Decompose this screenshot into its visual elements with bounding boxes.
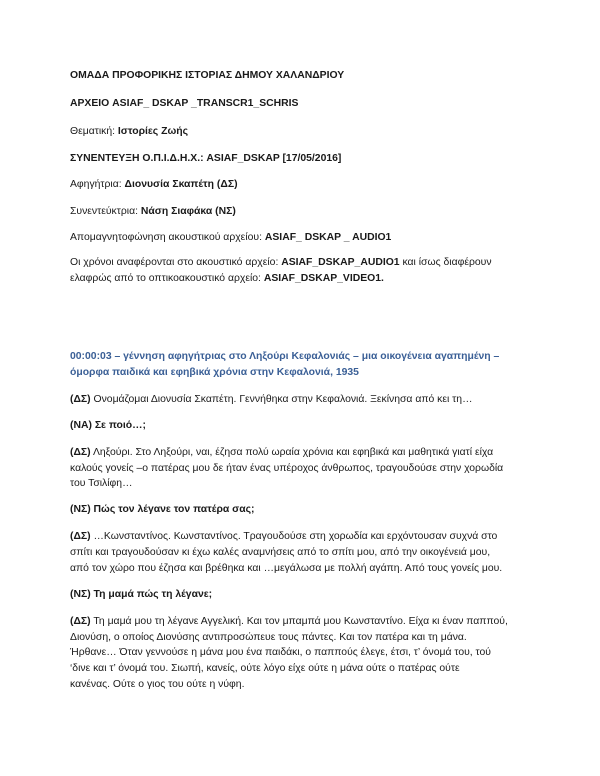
speaker-tag: (ΔΣ) xyxy=(70,394,91,405)
paragraph-text: σπίτι και τραγουδούσαν κι έχω καλές αναμνήσεις από το σπίτι μου, από την οικογένειά μου, xyxy=(70,547,491,558)
paragraph-text: καλούς γονείς –ο πατέρας μου δε ήταν ένας υπέροχος άνθρωπος, τραγουδούσε στην χορωδία xyxy=(70,463,504,474)
times-text-1: Οι χρόνοι αναφέρονται στο ακουστικό αρχείο: xyxy=(70,257,282,268)
narrator-label: Αφηγήτρια: xyxy=(70,179,125,190)
audio-line xyxy=(70,231,391,245)
narrator-line xyxy=(70,178,238,192)
narrator-value: Διονυσία Σκαπέτη (ΔΣ) xyxy=(124,179,238,190)
times-line-2 xyxy=(70,272,384,286)
theme-label: Θεματική: xyxy=(70,126,118,137)
group-title: ΟΜΑΔΑ ΠΡΟΦΟΡΙΚΗΣ ΙΣΤΟΡΙΑΣ ΔΗΜΟΥ ΧΑΛΑΝΔΡΙΟΥ xyxy=(70,70,345,81)
speaker-tag: (ΔΣ) xyxy=(70,447,91,458)
paragraph-text: …Κωνσταντίνος. Κωνσταντίνος. Τραγουδούσε στη χορωδία και ερχόντουσαν συχνά στο xyxy=(90,531,498,542)
paragraph-text: Ληξούρι. Στο Ληξούρι, ναι, έζησα πολύ ωραία χρόνια και εφηβικά και μαθητικά γιατί είχα xyxy=(90,447,494,458)
speaker-tag: (ΔΣ) xyxy=(70,531,91,542)
times-video-file: ASIAF_DSKAP_VIDEO1. xyxy=(263,273,384,284)
paragraph-text: Ονομάζομαι Διονυσία Σκαπέτη. Γεννήθηκα στην Κεφαλονιά. Ξεκίνησα από κει τη… xyxy=(90,394,473,405)
paragraph-text: από τον χώρο που έζησα και βρέθηκα και …μεγάλωσα με πολλή αγάπη. Από τους γονείς μου. xyxy=(70,563,503,574)
paragraph-text: του Τσιλίφη… xyxy=(70,478,133,489)
question-3: (ΝΣ) Τη μαμά πώς τη λέγανε; xyxy=(70,589,213,600)
times-text-3: ελαφρώς από το οπτικοακουστικό αρχείο: xyxy=(70,273,264,284)
paragraph-text: Διονύση, ο οποίος Διονύσης αντιπροσώπευε τους πάντες. Και τον πατέρα και τη μάνα. xyxy=(70,632,467,643)
question-1: (ΝΑ) Σε ποιό…; xyxy=(70,420,146,431)
archive-code: ΑΡΧΕΙΟ ASIAF_ DSKAP _TRANSCR1_SCHRIS xyxy=(70,98,299,109)
times-text-2: και ίσως διαφέρουν xyxy=(399,257,492,268)
times-line-1 xyxy=(70,256,492,270)
audio-label: Απομαγνητοφώνηση ακουστικού αρχείου: xyxy=(70,232,265,243)
transcript-paragraph-2 xyxy=(70,446,493,460)
interview-line: ΣΥΝΕΝΤΕΥΞΗ Ο.Π.Ι.Δ.Η.Χ.: ASIAF_DSKAP [17/05/2016] xyxy=(70,153,342,164)
transcript-paragraph-1 xyxy=(70,393,472,407)
transcript-paragraph-3 xyxy=(70,530,497,544)
audio-value: ASIAF_ DSKAP _ AUDIO1 xyxy=(264,232,392,243)
speaker-tag: (ΔΣ) xyxy=(70,616,91,627)
section-heading-line-1: 00:00:03 – γέννηση αφηγήτριας στο Ληξούρι Κεφαλονιάς – μια οικογένεια αγαπημένη – xyxy=(70,351,500,362)
theme-line xyxy=(70,125,188,139)
theme-value: Ιστορίες Ζωής xyxy=(117,126,188,137)
transcript-paragraph-4 xyxy=(70,615,508,629)
paragraph-text: Ήρθανε… Όταν γεννούσε η μάνα μου ένα παιδάκι, ο παππούς έλεγε, έτσι, τ’ όνομά του, τού xyxy=(70,647,491,658)
interviewer-value: Νάση Σιαφάκα (ΝΣ) xyxy=(140,206,236,217)
interviewer-line xyxy=(70,205,236,219)
interviewer-label: Συνεντεύκτρια: xyxy=(70,206,141,217)
question-2: (ΝΣ) Πώς τον λέγανε τον πατέρα σας; xyxy=(70,504,255,515)
times-audio-file: ASIAF_DSKAP_AUDIO1 xyxy=(281,257,400,268)
section-heading-line-2: όμορφα παιδικά και εφηβικά χρόνια στην Κεφαλονιά, 1935 xyxy=(70,367,359,378)
paragraph-text: ‘δινε και τ’ όνομά του. Σιωπή, κανείς, ούτε λόγο είχε ούτε η μάνα ούτε ο πατέρας ούτε xyxy=(70,663,460,674)
paragraph-text: Τη μαμά μου τη λέγανε Αγγελική. Και τον μπαμπά μου Κωνσταντίνο. Είχα κι έναν παππού, xyxy=(90,616,508,627)
paragraph-text: κανένας. Ούτε ο γιος του ούτε η νύφη. xyxy=(70,679,245,690)
